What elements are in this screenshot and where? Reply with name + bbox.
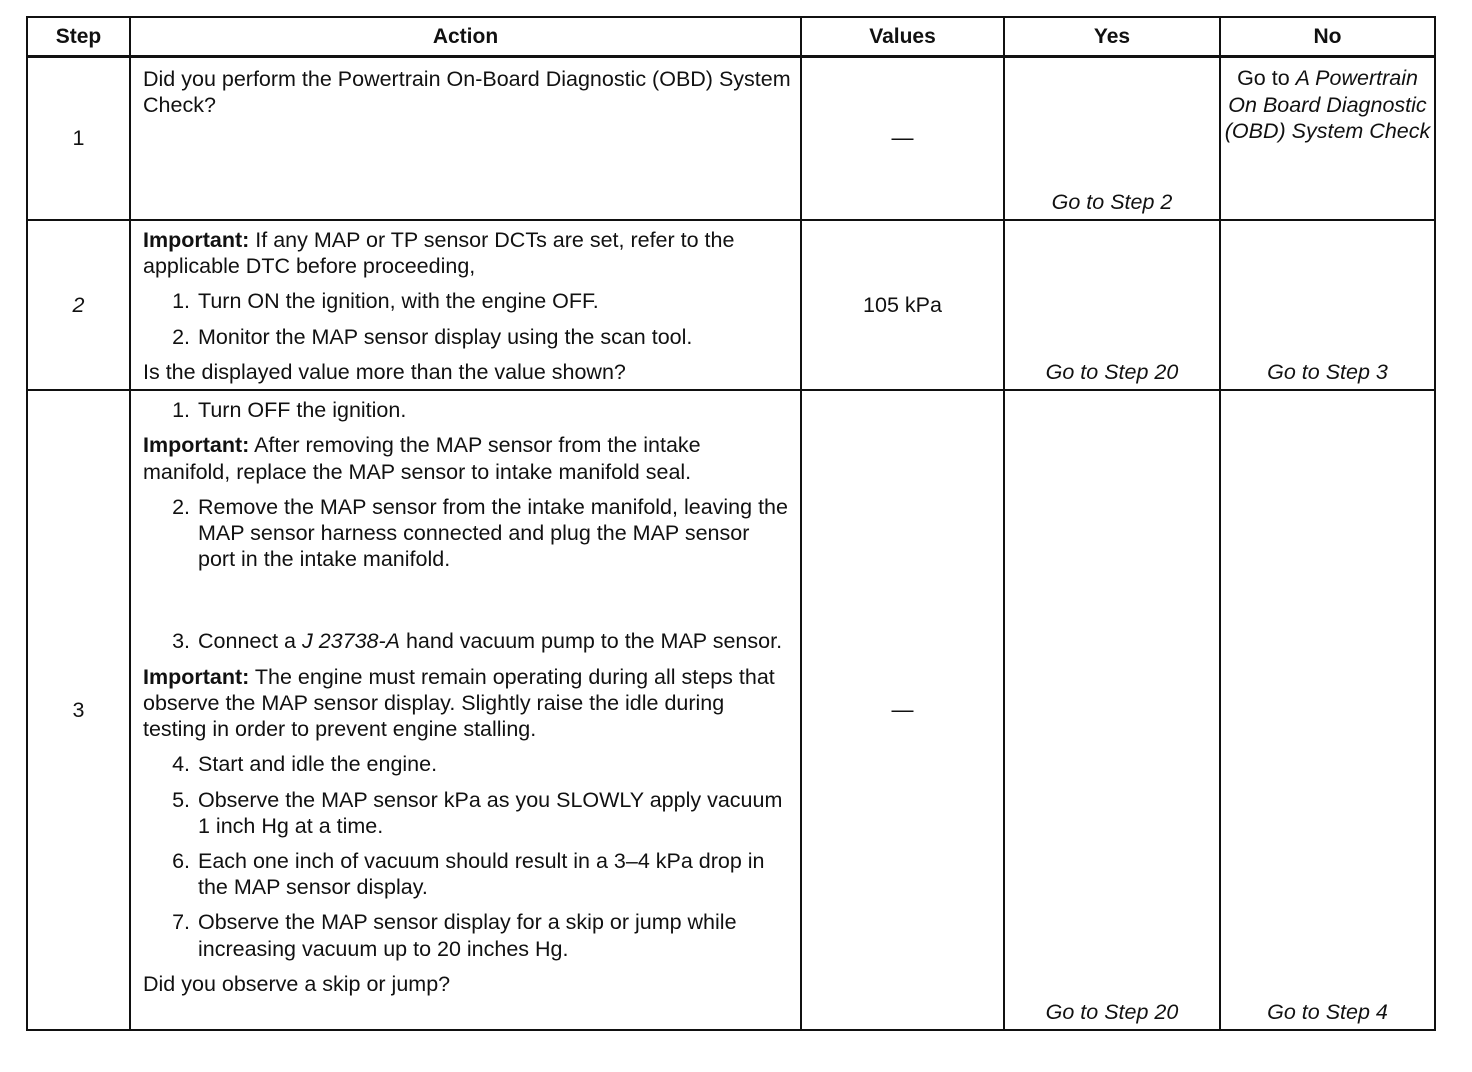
item-number: 1.: [172, 289, 190, 314]
important-note: [143, 664, 792, 743]
important-note: [143, 432, 792, 484]
item-text: Turn OFF the ignition.: [198, 398, 407, 423]
header-no: No: [1220, 17, 1435, 57]
action-cell: [130, 57, 801, 221]
list-item: [143, 909, 792, 961]
value-cell: [801, 57, 1004, 221]
no-link[interactable]: A Powertrain On Board Diagnostic (OBD) System Check: [1224, 66, 1431, 144]
item-text: [198, 628, 792, 654]
step-number: 2: [27, 220, 130, 390]
item-text: Observe the MAP sensor display for a skip or jump while increasing vacuum up to 20 inches Hg.: [198, 910, 737, 961]
item-text: Turn ON the ignition, with the engine OFF.: [198, 289, 599, 314]
action-cell: [130, 220, 801, 390]
item-number: 2.: [172, 494, 190, 519]
list-item: [143, 751, 792, 777]
item-number: 6.: [172, 848, 190, 873]
procedure-list: [143, 751, 792, 962]
value-text: —: [891, 125, 914, 151]
no-cell: [1220, 220, 1435, 390]
yes-link[interactable]: Go to Step 2: [1051, 189, 1173, 214]
action-question: Did you observe a skip or jump?: [143, 971, 451, 996]
value-cell: [801, 390, 1004, 1030]
item-text-part: hand vacuum pump to the MAP sensor.: [400, 629, 783, 654]
list-item: [143, 787, 792, 839]
item-number: 3.: [172, 629, 190, 654]
no-cell: [1220, 390, 1435, 1030]
table-row-step-2: [27, 220, 1435, 390]
important-label: Important:: [143, 433, 250, 458]
important-text: After removing the MAP sensor from the intake manifold, replace the MAP sensor to intake manifold seal.: [143, 433, 701, 484]
item-number: 2.: [172, 324, 190, 349]
item-text: Observe the MAP sensor kPa as you SLOWLY apply vacuum 1 inch Hg at a time.: [198, 787, 783, 838]
important-text: The engine must remain operating during all steps that observe the MAP sensor display. Slightly raise the idle during testing in order to prevent engine stalling.: [143, 664, 775, 742]
item-number: 1.: [172, 398, 190, 423]
item-number: 4.: [172, 752, 190, 777]
important-text: If any MAP or TP sensor DCTs are set, refer to the applicable DTC before proceeding,: [143, 228, 735, 279]
item-number: 7.: [172, 910, 190, 935]
action-cell: [130, 390, 801, 1030]
item-text: Each one inch of vacuum should result in a 3–4 kPa drop in the MAP sensor display.: [198, 848, 765, 900]
list-item: [143, 494, 792, 573]
no-prefix: Go to: [1237, 66, 1290, 90]
list-item: [143, 397, 792, 423]
yes-link[interactable]: Go to Step 20: [1045, 999, 1179, 1024]
header-row: [27, 17, 1435, 57]
item-text: Remove the MAP sensor from the intake manifold, leaving the MAP sensor harness connected and plug the MAP sensor port in the intake manifold.: [198, 494, 788, 572]
item-text: Monitor the MAP sensor display using the scan tool.: [198, 324, 693, 349]
header-step: Step: [27, 17, 130, 57]
procedure-list: [143, 494, 792, 655]
value-cell: [801, 220, 1004, 390]
value-text: 105 kPa: [863, 292, 942, 317]
list-item: [143, 848, 792, 900]
list-item: [143, 288, 792, 314]
table-row-step-3: [27, 390, 1435, 1030]
list-item: [143, 324, 792, 350]
item-text-part: Connect a: [198, 629, 302, 654]
item-text: Start and idle the engine.: [198, 752, 438, 777]
action-question: Is the displayed value more than the value shown?: [143, 359, 626, 384]
value-text: —: [891, 696, 914, 722]
yes-cell: [1004, 390, 1220, 1030]
important-label: Important:: [143, 228, 250, 252]
no-link[interactable]: Go to Step 3: [1267, 359, 1388, 384]
important-note: [143, 227, 792, 279]
action-question: Did you perform the Powertrain On-Board Diagnostic (OBD) System Check?: [143, 67, 791, 118]
table-row-step-1: [27, 57, 1435, 221]
step-number: 1: [27, 57, 130, 221]
header-action: Action: [130, 17, 801, 57]
important-label: Important:: [143, 664, 250, 689]
tool-number: J 23738-A: [301, 629, 400, 654]
header-values: Values: [801, 17, 1004, 57]
procedure-list: [143, 397, 792, 423]
no-cell: [1220, 57, 1435, 221]
procedure-list: [143, 288, 792, 349]
yes-link[interactable]: Go to Step 20: [1045, 359, 1179, 384]
no-link[interactable]: Go to Step 4: [1267, 999, 1388, 1024]
yes-cell: [1004, 220, 1220, 390]
yes-cell: [1004, 57, 1220, 221]
list-item: [143, 628, 792, 654]
step-number: 3: [27, 390, 130, 1030]
item-number: 5.: [172, 787, 190, 812]
header-yes: Yes: [1004, 17, 1220, 57]
diagnostic-table: [26, 16, 1436, 1031]
